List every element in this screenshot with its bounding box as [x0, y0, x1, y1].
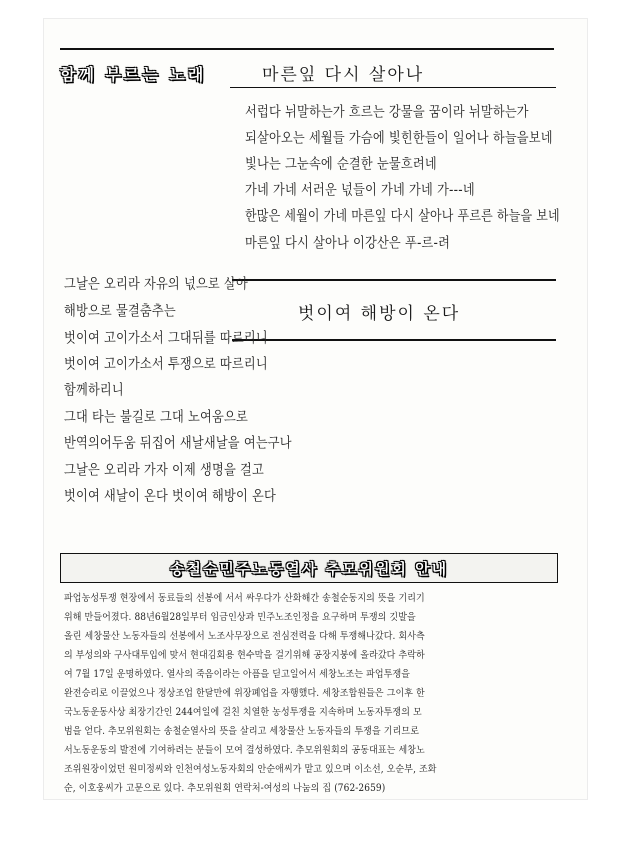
notice-line: 파업농성투쟁 현장에서 동료들의 선봉에 서서 싸우다가 산화해간 송철순동지의 뜻을 기리기: [64, 593, 425, 605]
song2-line: 그날은 오리라 가자 이제 생명을 걸고: [64, 461, 264, 478]
song1-line: 한많은 세월이 가네 마른잎 다시 살아나 푸르른 하늘을 보네: [245, 207, 560, 224]
song1-line: 되살아오는 세월들 가슴에 빛힌한들이 일어나 하늘을보네: [245, 129, 553, 146]
song2-line: 해방으로 물결춤추는: [64, 302, 176, 319]
notice-line: 의 부성의와 구사대투입에 맞서 현대김회용 현수막을 걸기위해 공장지붕에 올라갔다 추락하: [64, 650, 425, 662]
top-section-rule: [60, 48, 554, 50]
song2-title: 벗이여 해방이 온다: [298, 304, 461, 324]
notice-line: 범을 얻다. 추모위원회는 송철순열사의 뜻을 살리고 세창물산 노동자들의 투쟁을 기리므로: [64, 726, 419, 738]
song1-line: 가네 가네 서러운 넋들이 가네 가네 가---네: [245, 181, 475, 198]
song2-line: 반역의어두움 뒤집어 새날새날을 여는구나: [64, 434, 292, 451]
notice-line: 순, 이호웅씨가 고문으로 있다. 추모위원회 연락처-여성의 나눔의 집 (762-2659): [64, 783, 386, 795]
notice-line: 완전승리로 이끌었으나 정상조업 한달만에 위장폐업을 자행했다. 세창조합원들은 그이후 한: [64, 688, 425, 700]
notice-title: 송철순민주노동열사 추모위원회 안내: [169, 559, 449, 578]
song2-line: 벗이여 새날이 온다 벗이여 해방이 온다: [64, 487, 276, 504]
song2-line: 벗이여 고이가소서 투쟁으로 따르리니: [64, 355, 268, 372]
section-label: 함께 부르는 노래: [60, 65, 207, 84]
notice-line: 여 7월 17일 운명하였다. 열사의 죽음이라는 아픔을 딛고일어서 세창노조는 파업투쟁을: [64, 669, 411, 681]
notice-line: 올린 세창물산 노동자들의 선봉에서 노조사무장으로 전심전력을 다해 투쟁해나갔다. 회사측: [64, 631, 425, 643]
notice-banner: [60, 553, 558, 583]
song2-top-rule: [232, 279, 556, 281]
song2-line: 벗이여 고이가소서 그대뒤를 따르리니: [64, 329, 268, 346]
notice-line: 조위원장이었던 원미정씨와 인천여성노동자회의 안순애씨가 맡고 있으며 이소선, 오순부, 조화: [64, 764, 437, 776]
notice-line: 위해 만들어졌다. 88년6월28일부터 임금인상과 민주노조인정을 요구하며 투쟁의 깃발을: [64, 612, 416, 624]
song1-line: 마른잎 다시 살아나 이강산은 푸-르-려: [245, 234, 451, 251]
song2-line: 함께하리니: [64, 381, 124, 398]
notice-line: 서노동운동의 발전에 기여하려는 분들이 모여 결성하였다. 추모위원회의 공동대표는 세창노: [64, 745, 425, 757]
song1-line: 서럽다 뉘말하는가 흐르는 강물을 꿈이라 뉘말하는가: [245, 103, 529, 120]
song2-line: 그대 타는 불길로 그대 노여움으로: [64, 408, 248, 425]
song1-title: 마른잎 다시 살아나: [262, 65, 425, 85]
song2-line: 그날은 오리라 자유의 넋으로 살아: [64, 275, 248, 292]
song1-line: 빛나는 그눈속에 순결한 눈물흐려네: [245, 155, 437, 172]
title-underline-rule: [230, 87, 556, 88]
notice-line: 국노동운동사상 최장기간인 244여일에 걸친 치열한 농성투쟁을 지속하며 노동자투쟁의 모: [64, 707, 422, 719]
song2-bottom-rule: [232, 339, 556, 341]
